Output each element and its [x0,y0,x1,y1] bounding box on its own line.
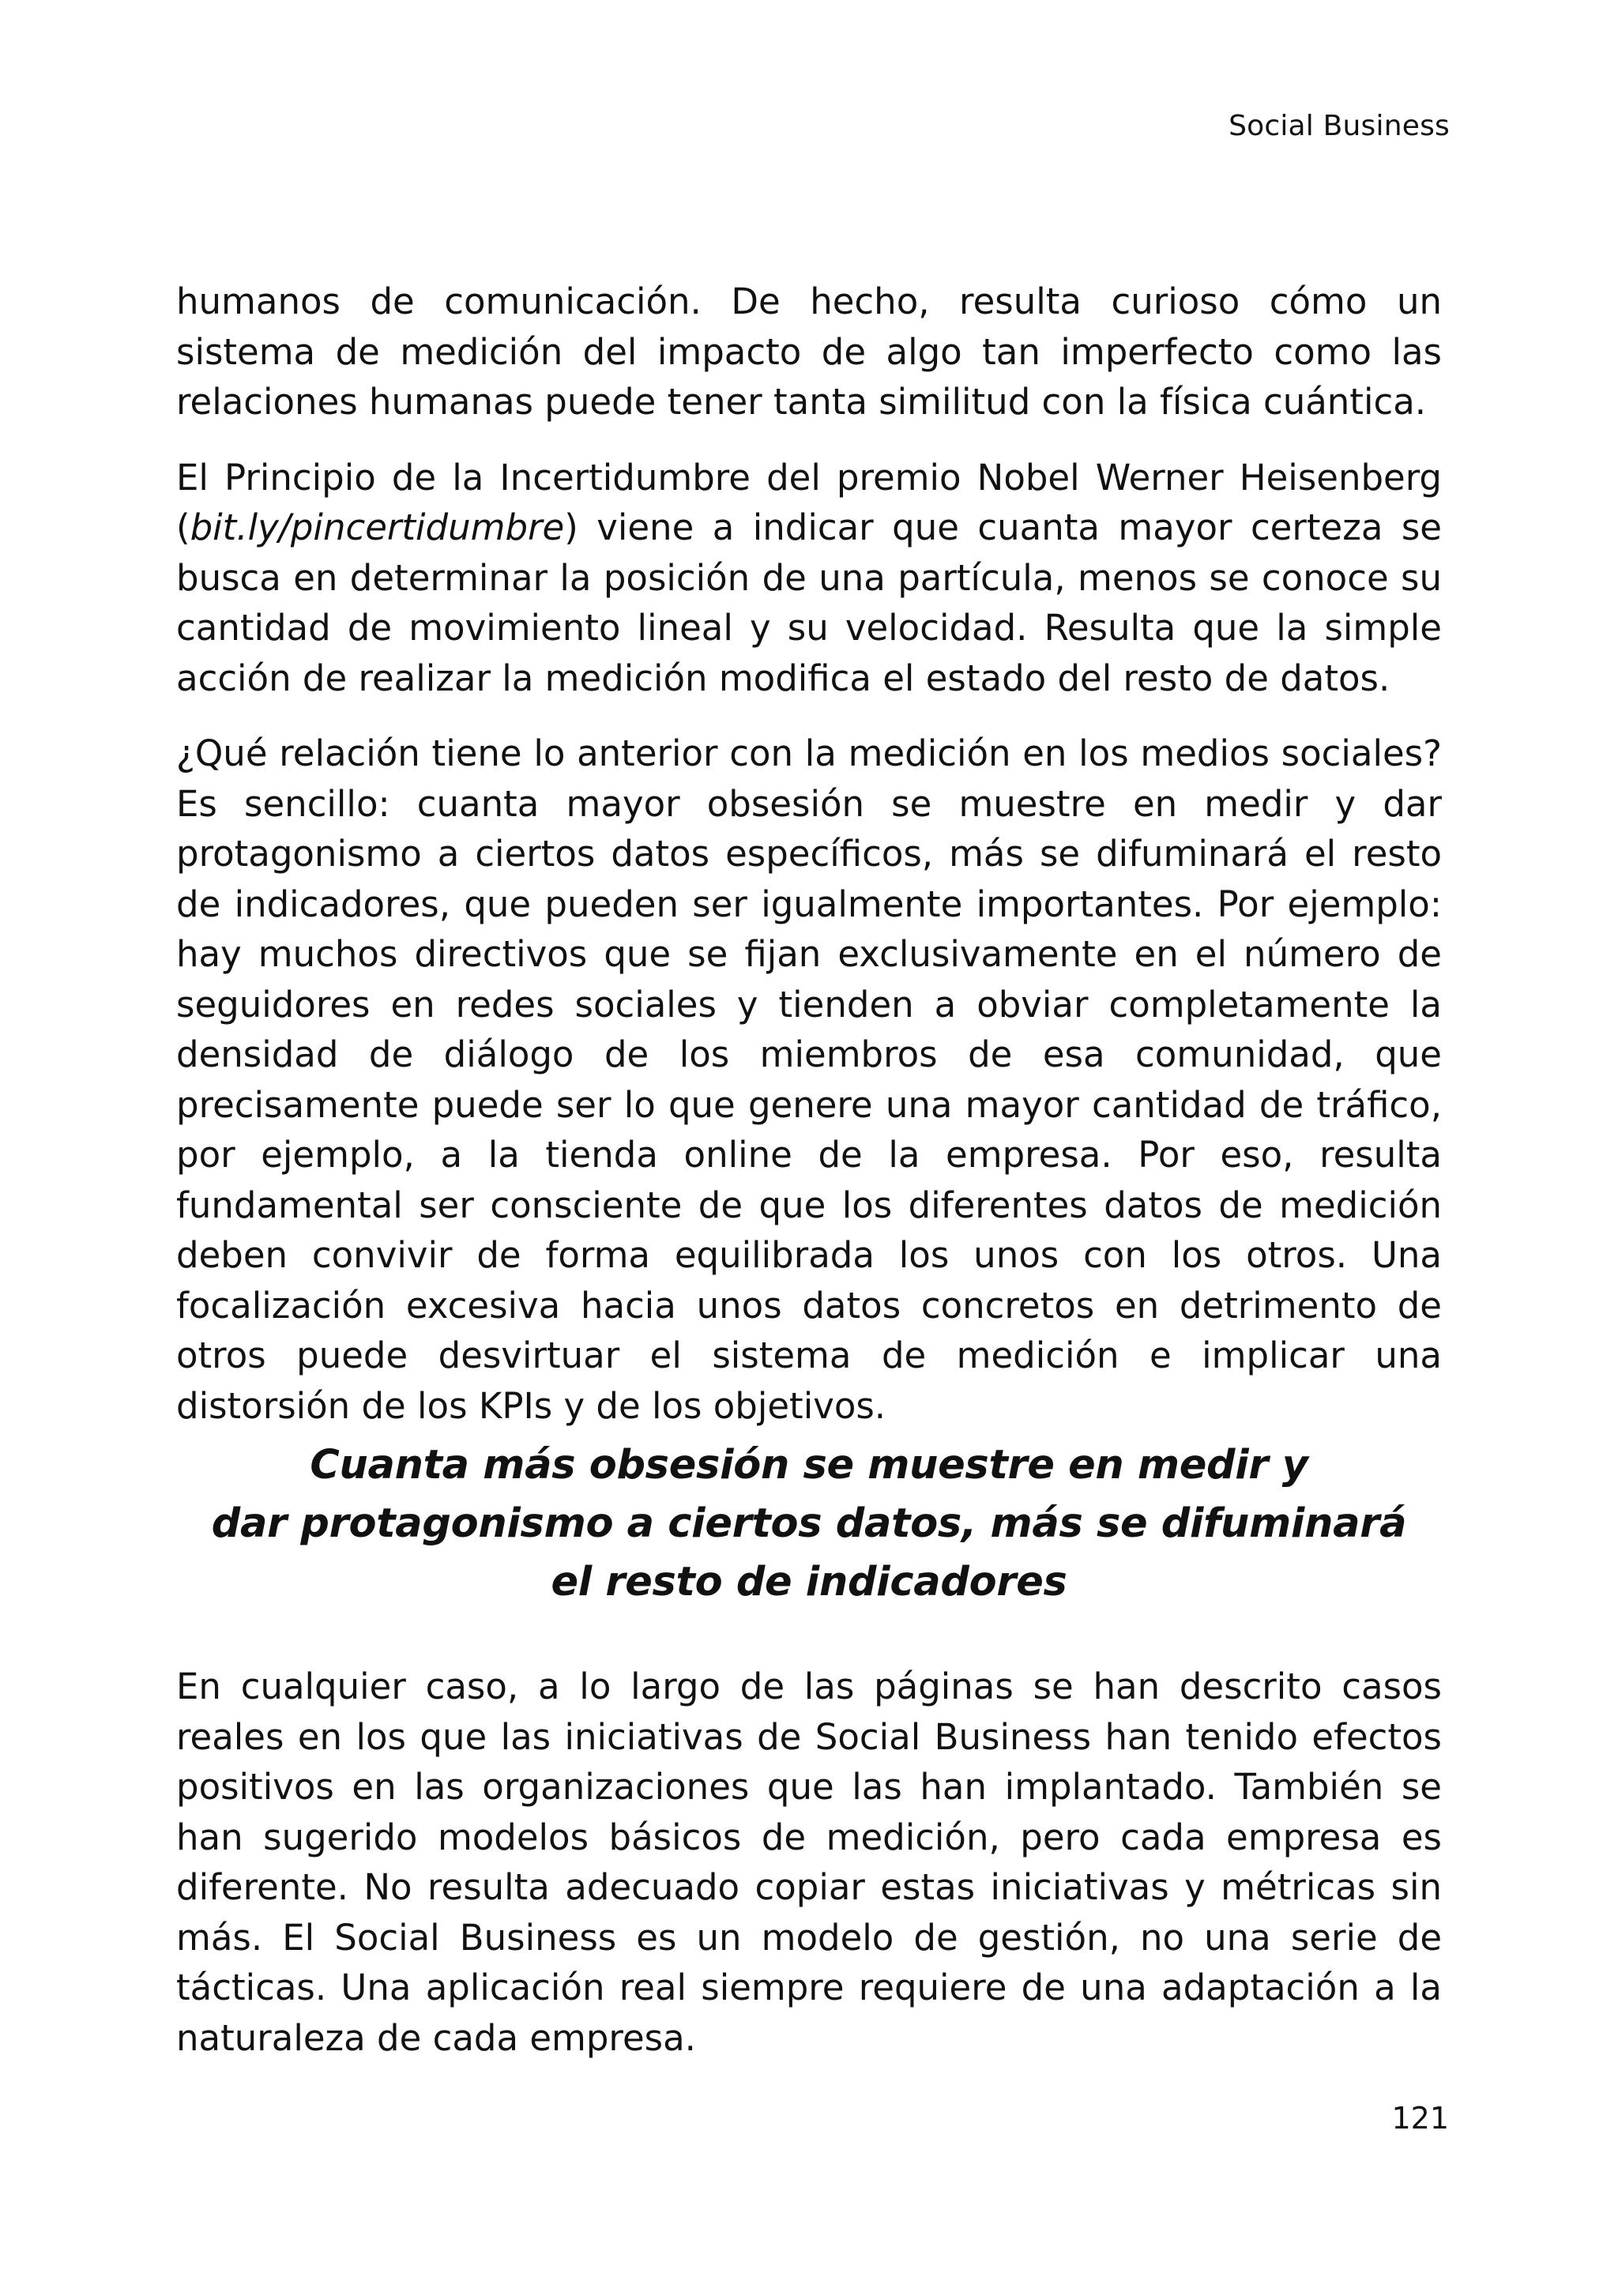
paragraph-heisenberg-text-end: ) viene a indicar que cuanta mayor certeza se busca en determinar la posición de una partícula, menos se conoce su cantidad de movimiento lineal y su velocidad. Resulta que la simple acción de realizar la medición modifica el estado del resto de datos. [176,506,1442,699]
paragraph-heisenberg [176,453,1442,704]
paragraph-quantum-physics: humanos de comunicación. De hecho, resulta curioso cómo un sistema de medición del impacto de algo tan imperfecto como las relaciones humanas puede tener tanta similitud con la física cuántica. [176,280,1442,423]
pull-quote-line-2: dar protagonismo a ciertos datos, más se difuminará [211,1500,1407,1547]
paragraph-conclusion: En cualquier caso, a lo largo de las páginas se han descrito casos reales en los que las iniciativas de Social Business han tenido efectos positivos en las organizaciones que las han implantado. También se han sugerido modelos básicos de medición, pero cada empresa es diferente. No resulta adecuado copiar estas iniciativas y métricas sin más. El Social Business es un modelo de gestión, no una serie de tácticas. Una aplicación real siempre requiere de una adaptación a la naturaleza de cada empresa. [176,1666,1442,2059]
pull-quote-line-3: el resto de indicadores [551,1559,1067,1605]
pull-quote-line-1: Cuanta más obsesión se muestre en medir y [310,1442,1308,1489]
pull-quote [176,1436,1442,1612]
paragraph-heisenberg-text-start: El Principio de la Incertidumbre del premio Nobel Werner Heisenberg ( [176,456,1442,548]
page-number: 121 [1391,2101,1449,2136]
heisenberg-link[interactable]: bit.ly/pincertidumbre [190,506,565,548]
body-text-top [176,277,1442,1456]
paragraph-social-media-measurement: ¿Qué relación tiene lo anterior con la medición en los medios sociales? Es sencillo: cuanta mayor obsesión se muestre en medir y dar protagonismo a ciertos datos específicos, más se difuminará el resto de indicadores, que pueden ser igualmente importantes. Por ejemplo: hay muchos directivos que se fijan exclusivamente en el número de seguidores en redes sociales y tienden a obviar completamente la densidad de diálogo de los miembros de esa comunidad, que precisamente puede ser lo que genere una mayor cantidad de tráfico, por ejemplo, a la tienda online de la empresa. Por eso, resulta fundamental ser consciente de que los diferentes datos de medición deben convivir de forma equilibrada los unos con los otros. Una focalización excesiva hacia unos datos concretos en detrimento de otros puede desvirtuar el sistema de medición e implicar una distorsión de los KPIs y de los objetivos. [176,732,1442,1427]
running-header: Social Business [1229,110,1450,142]
body-text-bottom [176,1662,1442,2088]
